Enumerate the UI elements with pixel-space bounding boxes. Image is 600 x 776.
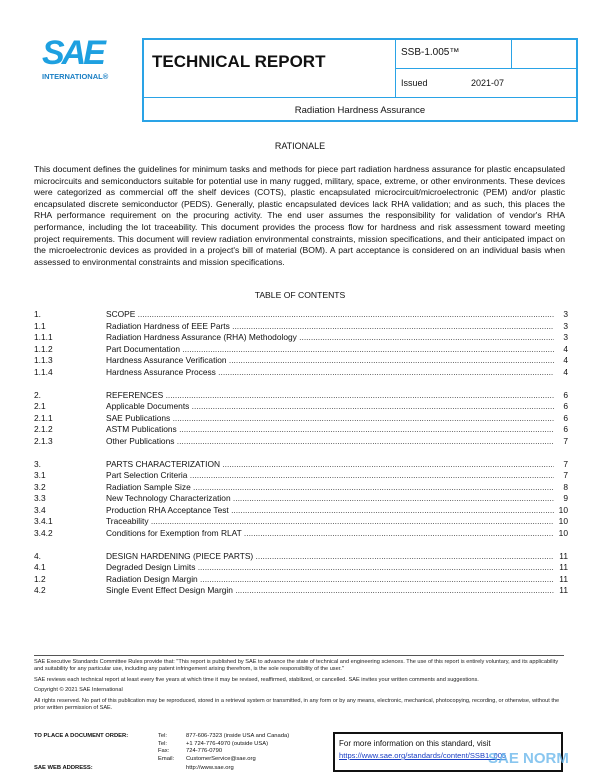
toc-page: 6 — [563, 424, 568, 434]
toc-title: DESIGN HARDENING (PIECE PARTS) ..... — [106, 551, 554, 563]
toc-number: 3.4.1 — [34, 516, 53, 526]
toc-title: SAE Publications ..... — [106, 413, 554, 425]
toc-number: 3.2 — [34, 481, 46, 492]
toc-title: Radiation Sample Size ..... — [106, 482, 554, 494]
doc-code: SSB-1.005™ — [396, 40, 512, 69]
header-blank-cell — [512, 40, 576, 69]
standard-link[interactable]: https://www.sae.org/standards/content/SSB1_005 — [339, 751, 507, 760]
toc-spacer — [34, 378, 568, 390]
toc-page: 7 — [563, 435, 568, 446]
toc-page: 10 — [558, 527, 568, 538]
issued-cell — [396, 69, 576, 98]
contact-value: +1 724-776-4970 (outside USA) — [186, 740, 269, 747]
toc-entry[interactable] — [34, 562, 568, 574]
toc-entry[interactable] — [34, 424, 568, 436]
legal-p1: SAE Executive Standards Committee Rules provide that: "This report is published by SAE to advance the state of technical and engineering sciences. The use of this report is entirely voluntary, and its applicability and suitability for any particular use, including any patent infringement arising therefrom, is the sole responsibility of the user." — [34, 659, 559, 673]
toc-title: Radiation Hardness Assurance (RHA) Methodology ..... — [106, 332, 554, 344]
footer-divider — [34, 655, 564, 656]
sae-logo-subtitle: INTERNATIONAL® — [42, 72, 109, 81]
sae-logo-mark: SAE — [42, 34, 103, 72]
toc-number: 2.1 — [34, 401, 46, 411]
toc-page: 4 — [563, 366, 568, 377]
more-info-text: For more information on this standard, visit — [339, 739, 491, 748]
toc-entry[interactable] — [34, 551, 568, 563]
toc-page: 11 — [559, 573, 568, 584]
toc-number: 4. — [34, 550, 41, 561]
toc-entry[interactable] — [34, 459, 568, 471]
issued-label: Issued — [401, 78, 428, 88]
toc-page: 11 — [559, 550, 568, 561]
toc-number: 2.1.1 — [34, 412, 53, 423]
toc-number: 4.2 — [34, 585, 46, 595]
toc-number: 1.2 — [34, 573, 46, 584]
toc-entry[interactable] — [34, 309, 568, 321]
toc-title: Applicable Documents ..... — [106, 401, 554, 413]
toc-number: 3. — [34, 458, 41, 469]
toc-title: Hardness Assurance Process ..... — [106, 367, 554, 379]
toc-entry[interactable] — [34, 413, 568, 425]
contact-value: 724-776-0790 — [186, 748, 223, 755]
legal-p2: SAE reviews each technical report at least every five years at which time it may be revised, reaffirmed, stabilized, or cancelled. SAE invites your written comments and suggestions. — [34, 676, 479, 683]
toc-page: 6 — [563, 389, 568, 400]
doc-subject: Radiation Hardness Assurance — [294, 105, 426, 116]
toc-spacer — [34, 539, 568, 551]
toc-title: Hardness Assurance Verification ..... — [106, 355, 554, 367]
legal-p4: All rights reserved. No part of this publication may be reproduced, stored in a retrieval system or transmitted, in any form or by any means, electronic, mechanical, photocopying, recording, or otherwise, without the prior written permission of SAE. — [34, 697, 560, 712]
toc-title: Conditions for Exemption from RLAT ..... — [106, 528, 554, 540]
toc-entry[interactable] — [34, 493, 568, 505]
toc-page: 11 — [559, 562, 568, 572]
toc-entry[interactable] — [34, 505, 568, 517]
toc-number: 3.4.2 — [34, 527, 53, 538]
toc-title: Degraded Design Limits ..... — [106, 562, 554, 574]
contact-email[interactable]: CustomerService@sae.org — [186, 755, 256, 762]
toc-entry[interactable] — [34, 574, 568, 586]
doc-type: TECHNICAL REPORT — [144, 40, 396, 98]
toc-entry[interactable] — [34, 390, 568, 402]
toc-number: 1. — [34, 309, 41, 319]
toc-page: 4 — [563, 355, 568, 365]
toc-page: 7 — [563, 470, 568, 480]
toc-entry[interactable] — [34, 482, 568, 494]
toc-number: 3.1 — [34, 470, 46, 480]
toc-page: 9 — [563, 493, 568, 503]
toc-entry[interactable] — [34, 344, 568, 356]
toc-number: 4.1 — [34, 562, 46, 572]
contact-value: 877-606-7323 (inside USA and Canada) — [186, 733, 290, 739]
web-address[interactable]: http://www.sae.org — [186, 765, 234, 771]
toc-title: Single Event Effect Design Margin ..... — [106, 585, 554, 597]
toc-number: 1.1.1 — [34, 332, 53, 342]
toc-entry[interactable] — [34, 436, 568, 448]
toc-page: 10 — [558, 504, 568, 515]
toc-title: ASTM Publications ..... — [106, 424, 554, 436]
order-label: TO PLACE A DOCUMENT ORDER: — [34, 733, 129, 739]
web-label: SAE WEB ADDRESS: — [34, 765, 93, 771]
toc-title: Part Documentation ..... — [106, 344, 554, 356]
toc-entry[interactable] — [34, 367, 568, 379]
toc-entry[interactable] — [34, 321, 568, 333]
toc-number: 2. — [34, 389, 41, 400]
toc-page: 8 — [563, 481, 568, 492]
toc-page: 6 — [563, 412, 568, 423]
toc-page: 7 — [563, 458, 568, 469]
contact-key: Tel: — [158, 733, 168, 739]
toc-entry[interactable] — [34, 528, 568, 540]
toc-page: 10 — [558, 516, 568, 526]
toc-title: New Technology Characterization ..... — [106, 493, 554, 505]
toc-title: PARTS CHARACTERIZATION ..... — [106, 459, 554, 471]
toc-heading: TABLE OF CONTENTS — [254, 290, 346, 300]
contact-key: Tel: — [158, 740, 168, 747]
toc-entry[interactable] — [34, 401, 568, 413]
toc-spacer — [34, 447, 568, 459]
toc-page: 6 — [563, 401, 568, 411]
toc-entry[interactable] — [34, 585, 568, 597]
table-of-contents — [34, 309, 568, 597]
toc-number: 3.4 — [34, 504, 46, 515]
report-header-box — [142, 38, 578, 122]
rationale-heading: RATIONALE — [274, 141, 326, 151]
toc-page: 3 — [563, 320, 568, 331]
toc-entry[interactable] — [34, 516, 568, 528]
toc-number: 1.1.2 — [34, 343, 53, 354]
toc-title: Production RHA Acceptance Test ..... — [106, 505, 554, 517]
toc-number: 1.1.4 — [34, 366, 53, 377]
toc-page: 11 — [559, 585, 568, 595]
legal-p3: Copyright © 2021 SAE International — [34, 687, 123, 694]
toc-number: 3.3 — [34, 493, 46, 503]
toc-page: 4 — [563, 343, 568, 354]
sae-logo — [42, 36, 122, 81]
issued-date: 2021-07 — [471, 78, 505, 88]
toc-entry[interactable] — [34, 470, 568, 482]
toc-number: 1.1 — [34, 320, 46, 331]
toc-number: 2.1.2 — [34, 424, 53, 434]
sae-norm-watermark: SAE NORM — [488, 750, 569, 767]
toc-title: Radiation Design Margin ..... — [106, 574, 554, 586]
toc-title: SCOPE ..... — [106, 309, 554, 321]
toc-entry[interactable] — [34, 355, 568, 367]
rationale-body: This document defines the guidelines for minimum tasks and methods for piece part radiation hardness assurance for plastic encapsulated microcircuits and semiconductors suitable for potential use in many rugged, military, space, extreme, or other environments. These devices were categorized as commercial off the shelf devices (COTS), plastic encapsulated microcircuit/microelectronic (PEM) and/or plastic encapsulated discrete semiconductor (PEDS). Generally, plastic encapsulated devices lack RHA validation; and as such, this places the RHA performance requirement on the procuring activity. The end user assumes the responsibility for validation of vendor's RHA performance, including the lot traceability. This document provides the process flow for hardness and risk assessment toward meeting project requirements. This document will review radiation environmental constraints, mission specifications, and their anticipated impact on the microelectronic devices as provided in a project's bill of material (BOM). A part acceptance is considered on an individual basis when assessed to environmental constraints and mission specifications. — [34, 164, 565, 267]
toc-title: Traceability ..... — [106, 516, 554, 528]
contact-key: Fax: — [158, 748, 170, 755]
toc-title: Radiation Hardness of EEE Parts ..... — [106, 321, 554, 333]
toc-page: 3 — [563, 332, 568, 342]
toc-title: Other Publications ..... — [106, 436, 554, 448]
toc-number: 2.1.3 — [34, 435, 53, 446]
toc-title: Part Selection Criteria ..... — [106, 470, 554, 482]
toc-number: 1.1.3 — [34, 355, 53, 365]
toc-title: REFERENCES ..... — [106, 390, 554, 402]
contact-key: Email: — [158, 755, 175, 762]
footer-legal — [34, 659, 566, 715]
toc-page: 3 — [563, 309, 568, 319]
toc-entry[interactable] — [34, 332, 568, 344]
